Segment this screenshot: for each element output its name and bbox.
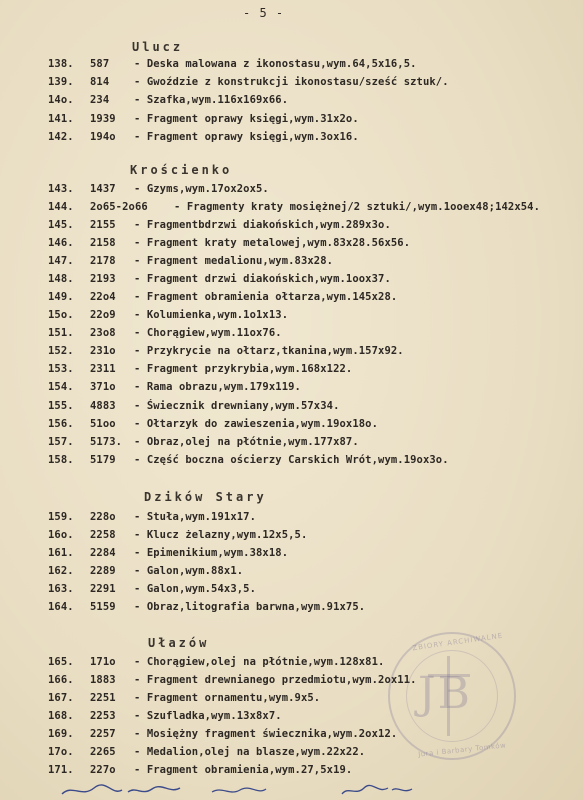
list-item: 143. 1437 - Gzyms,wym.17ox2ox5.: [48, 183, 269, 195]
section-heading-kroscienko: Krościenko: [130, 163, 233, 177]
list-item: 168. 2253 - Szufladka,wym.13x8x7.: [48, 710, 282, 722]
list-item: 163. 2291 - Galon,wym.54x3,5.: [48, 583, 257, 595]
list-item: 16o. 2258 - Klucz żelazny,wym.12x5,5.: [48, 529, 308, 541]
list-item: 161. 2284 - Epimenikium,wym.38x18.: [48, 547, 289, 559]
list-item: 162. 2289 - Galon,wym.88x1.: [48, 565, 244, 577]
list-item: 152. 231o - Przykrycie na ołtarz,tkanina,wym.157x92.: [48, 345, 404, 357]
section-heading-dzikow-stary: Dzików Stary: [144, 490, 267, 504]
list-item: 17o. 2265 - Medalion,olej na blasze,wym.22x22.: [48, 746, 366, 758]
list-item: 138. 587 - Deska malowana z ikonostasu,wym.64,5x16,5.: [48, 58, 417, 70]
list-item: 141. 1939 - Fragment oprawy księgi,wym.31x2o.: [48, 113, 359, 125]
list-item: 146. 2158 - Fragment kraty metalowej,wym.83x28.56x56.: [48, 237, 411, 249]
list-item: 169. 2257 - Mosiężny fragment świecznika,wym.2ox12.: [48, 728, 398, 740]
list-item: 139. 814 - Gwoździe z konstrukcji ikonostasu/sześć sztuk/.: [48, 76, 449, 88]
list-item: 147. 2178 - Fragment medalionu,wym.83x28.: [48, 255, 334, 267]
list-item: 151. 23o8 - Chorągiew,wym.11ox76.: [48, 327, 282, 339]
list-item: 157. 5173. - Obraz,olej na płótnie,wym.177x87.: [48, 436, 359, 448]
list-item: 171. 227o - Fragment obramienia,wym.27,5x19.: [48, 764, 353, 776]
handwritten-signatures-icon: [52, 780, 472, 800]
list-item: 156. 51oo - Ołtarzyk do zawieszenia,wym.19ox18o.: [48, 418, 379, 430]
list-item: 15o. 22o9 - Kolumienka,wym.1o1x13.: [48, 309, 289, 321]
list-item: 142. 194o - Fragment oprawy księgi,wym.3ox16.: [48, 131, 359, 143]
list-item: 145. 2155 - Fragmentbdrzwi diakońskich,wym.289x3o.: [48, 219, 391, 231]
list-item: 165. 171o - Chorągiew,olej na płótnie,wym.128x81.: [48, 656, 385, 668]
stamp-letters: JB: [418, 668, 472, 719]
list-item: 149. 22o4 - Fragment obramienia ołtarza,wym.145x28.: [48, 291, 398, 303]
section-heading-ulucz: Ulucz: [132, 40, 184, 54]
list-item: 166. 1883 - Fragment drewnianego przedmiotu,wym.2ox11.: [48, 674, 417, 686]
list-item: 154. 371o - Rama obrazu,wym.179x119.: [48, 381, 301, 393]
list-item: 158. 5179 - Część boczna ościerzy Carskich Wrót,wym.19ox3o.: [48, 454, 449, 466]
list-item: 167. 2251 - Fragment ornamentu,wym.9x5.: [48, 692, 321, 704]
list-item: 144. 2o65-2o66 - Fragmenty kraty mosiężnej/2 sztuki/,wym.1ooex48;142x54.: [48, 201, 541, 213]
stamp-top-text: ZBIORY ARCHIWALNE: [411, 631, 504, 653]
list-item: 159. 228o - Stuła,wym.191x17.: [48, 511, 257, 523]
list-item: 14o. 234 - Szafka,wym.116x169x66.: [48, 94, 289, 106]
list-item: 164. 5159 - Obraz,litografia barwna,wym.91x75.: [48, 601, 366, 613]
section-heading-ulazow: Ułazów: [148, 636, 210, 650]
list-item: 155. 4883 - Świecznik drewniany,wym.57x34.: [48, 400, 340, 412]
list-item: 148. 2193 - Fragment drzwi diakońskich,wym.1oox37.: [48, 273, 391, 285]
list-item: 153. 2311 - Fragment przykrybia,wym.168x122.: [48, 363, 353, 375]
archive-stamp-icon: [388, 632, 516, 760]
stamp-bottom-text: Jura i Barbary Tomków: [417, 741, 507, 759]
page-number: - 5 -: [243, 6, 285, 20]
